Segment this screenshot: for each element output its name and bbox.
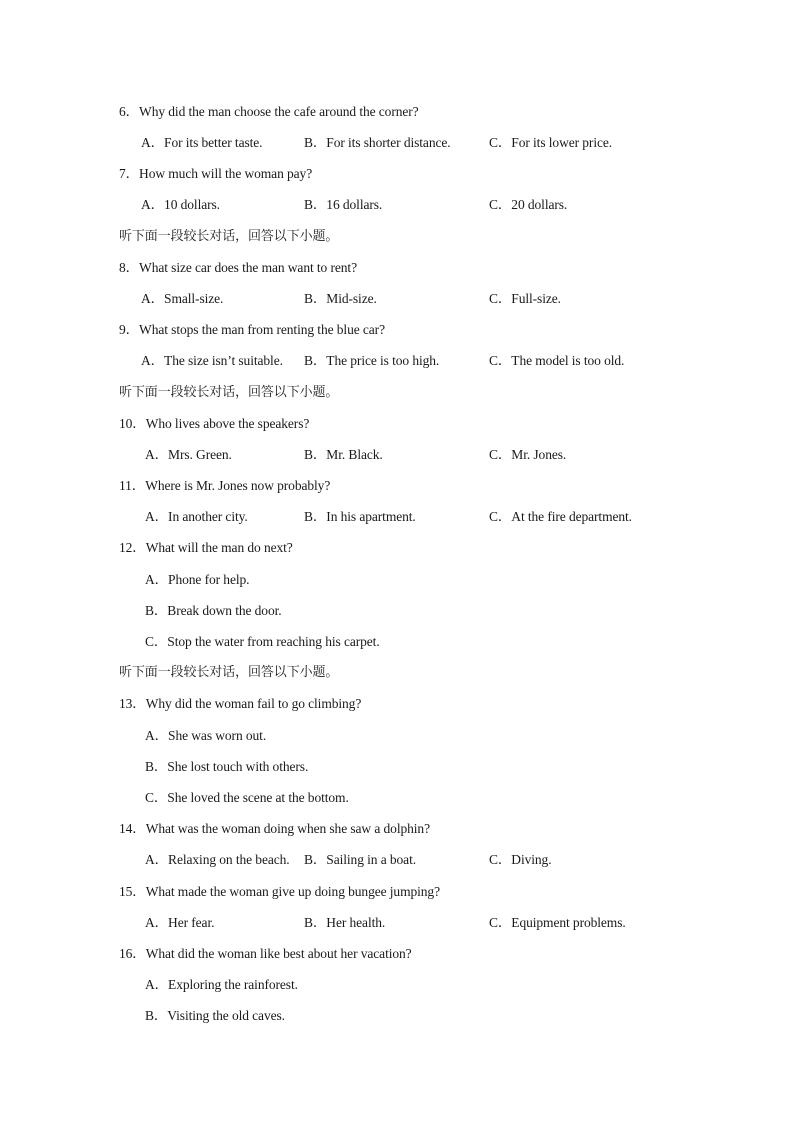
q13-option-a: A．She was worn out.: [145, 728, 267, 743]
section-instruction-1: 听下面一段较长对话，回答以下小题。: [119, 229, 339, 244]
question-14: 14．What was the woman doing when she saw a dolphin?: [119, 821, 430, 836]
q12-option-b: B．Break down the door.: [145, 603, 282, 618]
question-13: 13．Why did the woman fail to go climbing?: [119, 696, 362, 711]
q12-option-c: C．Stop the water from reaching his carpet.: [145, 634, 380, 649]
q6-option-b: B．For its shorter distance.: [304, 135, 451, 150]
q11-option-c: C．At the fire department.: [489, 509, 632, 524]
q8-option-b: B．Mid-size.: [304, 291, 377, 306]
q11-option-b: B．In his apartment.: [304, 509, 416, 524]
q9-option-a: A．The size isn’t suitable.: [141, 353, 283, 368]
q7-option-b: B．16 dollars.: [304, 197, 383, 212]
q13-option-b: B．She lost touch with others.: [145, 759, 309, 774]
q10-option-a: A．Mrs. Green.: [145, 447, 232, 462]
q8-option-c: C．Full-size.: [489, 291, 561, 306]
q15-option-a: A．Her fear.: [145, 915, 215, 930]
q14-option-c: C．Diving.: [489, 852, 552, 867]
q14-option-a: A．Relaxing on the beach.: [145, 852, 290, 867]
question-11: 11．Where is Mr. Jones now probably?: [119, 478, 331, 493]
q8-option-a: A．Small-size.: [141, 291, 224, 306]
q11-option-a: A．In another city.: [145, 509, 248, 524]
question-15: 15．What made the woman give up doing bungee jumping?: [119, 884, 440, 899]
q6-option-c: C．For its lower price.: [489, 135, 613, 150]
section-instruction-3: 听下面一段较长对话，回答以下小题。: [119, 665, 339, 680]
question-16: 16．What did the woman like best about her vacation?: [119, 946, 412, 961]
question-6: 6．Why did the man choose the cafe around the corner?: [119, 104, 419, 119]
question-10: 10．Who lives above the speakers?: [119, 416, 310, 431]
question-12: 12．What will the man do next?: [119, 540, 293, 555]
q7-option-a: A．10 dollars.: [141, 197, 220, 212]
q14-option-b: B．Sailing in a boat.: [304, 852, 416, 867]
section-instruction-2: 听下面一段较长对话，回答以下小题。: [119, 385, 339, 400]
q15-option-b: B．Her health.: [304, 915, 386, 930]
q13-option-c: C．She loved the scene at the bottom.: [145, 790, 349, 805]
q9-option-b: B．The price is too high.: [304, 353, 440, 368]
q6-option-a: A．For its better taste.: [141, 135, 263, 150]
question-9: 9．What stops the man from renting the blue car?: [119, 322, 385, 337]
q16-option-b: B．Visiting the old caves.: [145, 1008, 285, 1023]
q16-option-a: A．Exploring the rainforest.: [145, 977, 298, 992]
q15-option-c: C．Equipment problems.: [489, 915, 626, 930]
q10-option-b: B．Mr. Black.: [304, 447, 383, 462]
question-8: 8．What size car does the man want to rent?: [119, 260, 357, 275]
q7-option-c: C．20 dollars.: [489, 197, 568, 212]
q12-option-a: A．Phone for help.: [145, 572, 250, 587]
q10-option-c: C．Mr. Jones.: [489, 447, 567, 462]
question-7: 7．How much will the woman pay?: [119, 166, 313, 181]
q9-option-c: C．The model is too old.: [489, 353, 625, 368]
